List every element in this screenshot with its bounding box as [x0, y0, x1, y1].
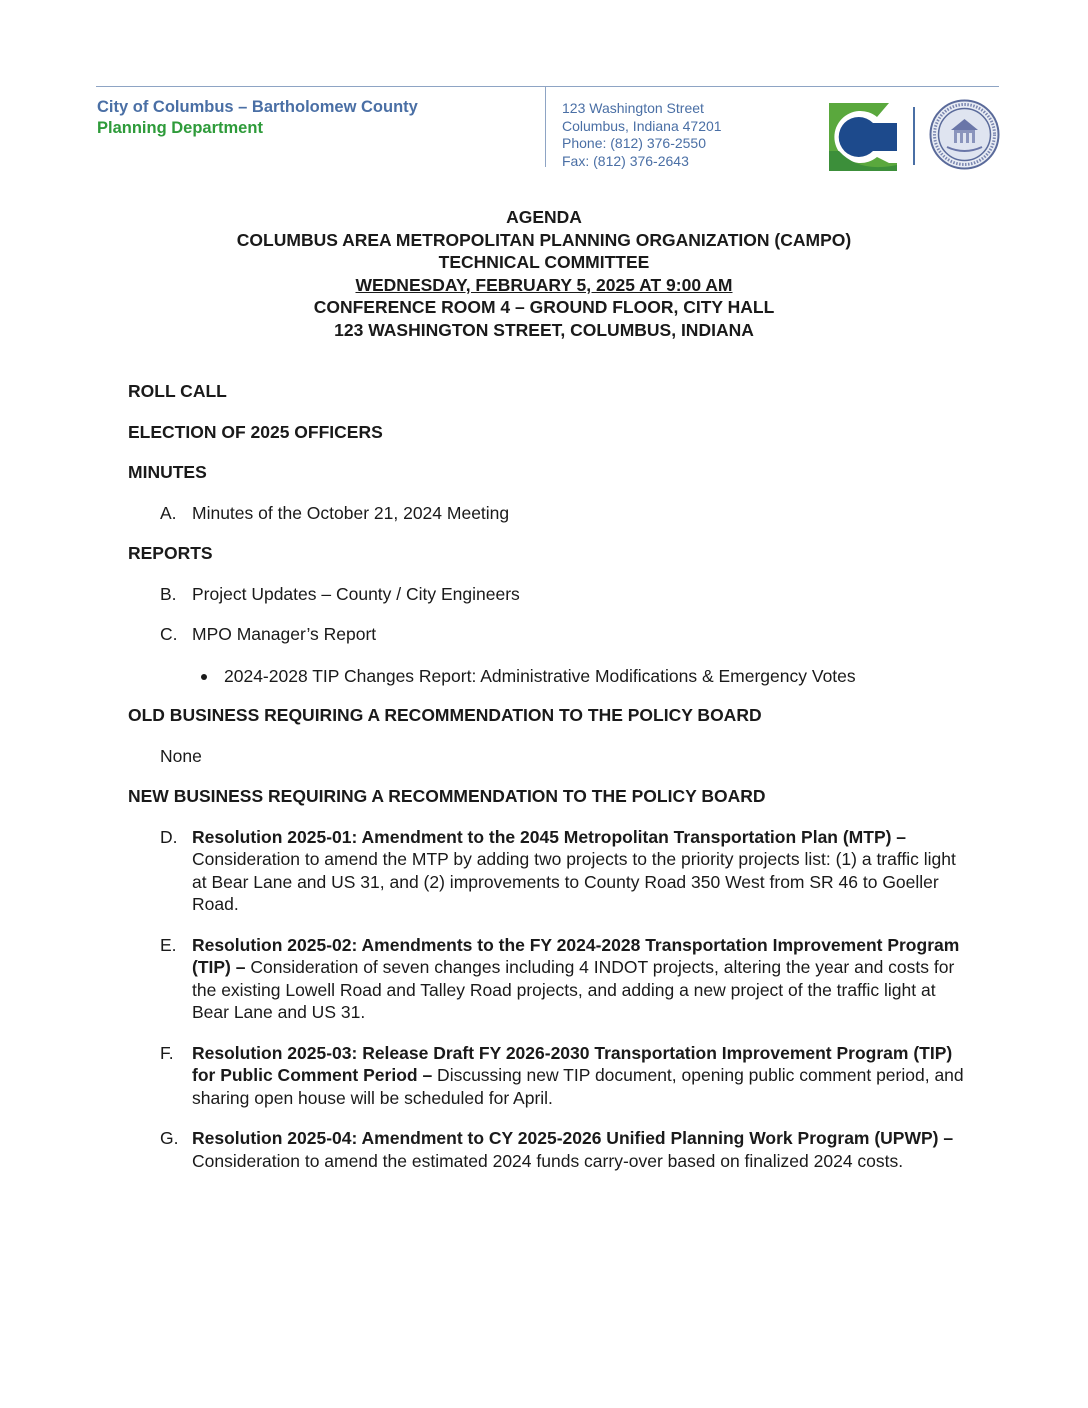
org-name-line2: Planning Department	[97, 119, 263, 137]
agenda-item-f	[128, 1042, 968, 1110]
agenda-title	[0, 206, 1088, 342]
address-city: Columbus, Indiana 47201	[562, 117, 722, 134]
item-marker: E.	[160, 934, 177, 955]
org-name-block	[97, 97, 418, 139]
old-business-none: None	[160, 745, 202, 766]
heading-old-business: OLD BUSINESS REQUIRING A RECOMMENDATION TO THE POLICY BOARD	[128, 705, 762, 725]
item-text: Minutes of the October 21, 2024 Meeting	[192, 502, 510, 523]
item-text: MPO Manager’s Report	[192, 624, 377, 644]
address-street: 123 Washington Street	[562, 100, 704, 116]
heading-roll-call: ROLL CALL	[128, 381, 227, 401]
item-marker: F.	[160, 1042, 174, 1063]
header-top-rule	[96, 86, 999, 87]
resolution-title: Resolution 2025-02: Amendments to the FY 2024-2028 Transportation Improvement Program (TIP) –	[192, 934, 960, 977]
title-date: WEDNESDAY, FEBRUARY 5, 2025 AT 9:00 AM	[355, 274, 733, 295]
agenda-item-c	[128, 623, 968, 646]
columbus-c-logo-icon	[829, 103, 897, 171]
item-marker: A.	[160, 502, 177, 523]
header-divider	[545, 86, 546, 167]
title-location: CONFERENCE ROOM 4 – GROUND FLOOR, CITY HALL	[313, 297, 775, 318]
resolution-description: Consideration to amend the estimated 2024 funds carry-over based on finalized 2024 costs.	[192, 1150, 904, 1171]
title-address: 123 WASHINGTON STREET, COLUMBUS, INDIANA	[334, 319, 754, 340]
resolution-description: Consideration of seven changes including 4 INDOT projects, altering the year and costs for the existing Lowell Road and Talley Road projects, and adding a new project of the traffic light at Bear Lane and US 31.	[192, 957, 955, 1022]
item-marker: B.	[160, 583, 177, 604]
bullet-text: 2024-2028 TIP Changes Report: Administrative Modifications & Emergency Votes	[224, 665, 856, 686]
agenda-item-e	[128, 934, 968, 1024]
item-marker: G.	[160, 1128, 179, 1148]
heading-reports: REPORTS	[128, 543, 213, 563]
resolution-title: Resolution 2025-03: Release Draft FY 2026-2030 Transportation Improvement Program (TIP) for Public Comment Period –	[192, 1042, 953, 1085]
report-bullet	[128, 665, 968, 688]
title-agenda: AGENDA	[506, 207, 582, 227]
item-text: Project Updates – County / City Engineers	[192, 583, 520, 604]
heading-election: ELECTION OF 2025 OFFICERS	[128, 421, 383, 442]
agenda-item-g	[128, 1127, 968, 1172]
heading-minutes: MINUTES	[128, 462, 207, 482]
title-organization: COLUMBUS AREA METROPOLITAN PLANNING ORGANIZATION (CAMPO)	[236, 229, 852, 250]
city-seal-icon	[929, 99, 1000, 170]
bullet-dot-icon	[201, 674, 207, 680]
agenda-item-a	[128, 502, 968, 525]
address-phone: Phone: (812) 376-2550	[562, 135, 706, 151]
address-fax: Fax: (812) 376-2643	[562, 152, 689, 169]
resolution-title: Resolution 2025-01: Amendment to the 2045 Metropolitan Transportation Plan (MTP) –	[192, 826, 907, 847]
heading-new-business: NEW BUSINESS REQUIRING A RECOMMENDATION TO THE POLICY BOARD	[128, 786, 766, 806]
address-block	[562, 100, 722, 170]
resolution-description: Consideration to amend the MTP by adding two projects to the priority projects list: (1) a traffic light at Bear Lane and US 31, and (2) improvements to County Road 350 West from SR 46 to Goeller Road.	[192, 849, 956, 914]
item-marker: D.	[160, 826, 178, 847]
resolution-description: Discussing new TIP document, opening public comment period, and sharing open house will be scheduled for April.	[192, 1065, 964, 1108]
logo-divider	[913, 107, 915, 165]
item-marker: C.	[160, 624, 178, 644]
title-committee: TECHNICAL COMMITTEE	[438, 252, 650, 273]
resolution-title: Resolution 2025-04: Amendment to CY 2025-2026 Unified Planning Work Program (UPWP) –	[192, 1128, 954, 1148]
org-name-line1: City of Columbus – Bartholomew County	[97, 98, 418, 116]
agenda-item-b	[128, 583, 968, 606]
agenda-item-d	[128, 826, 968, 916]
agenda-content	[128, 380, 968, 1172]
